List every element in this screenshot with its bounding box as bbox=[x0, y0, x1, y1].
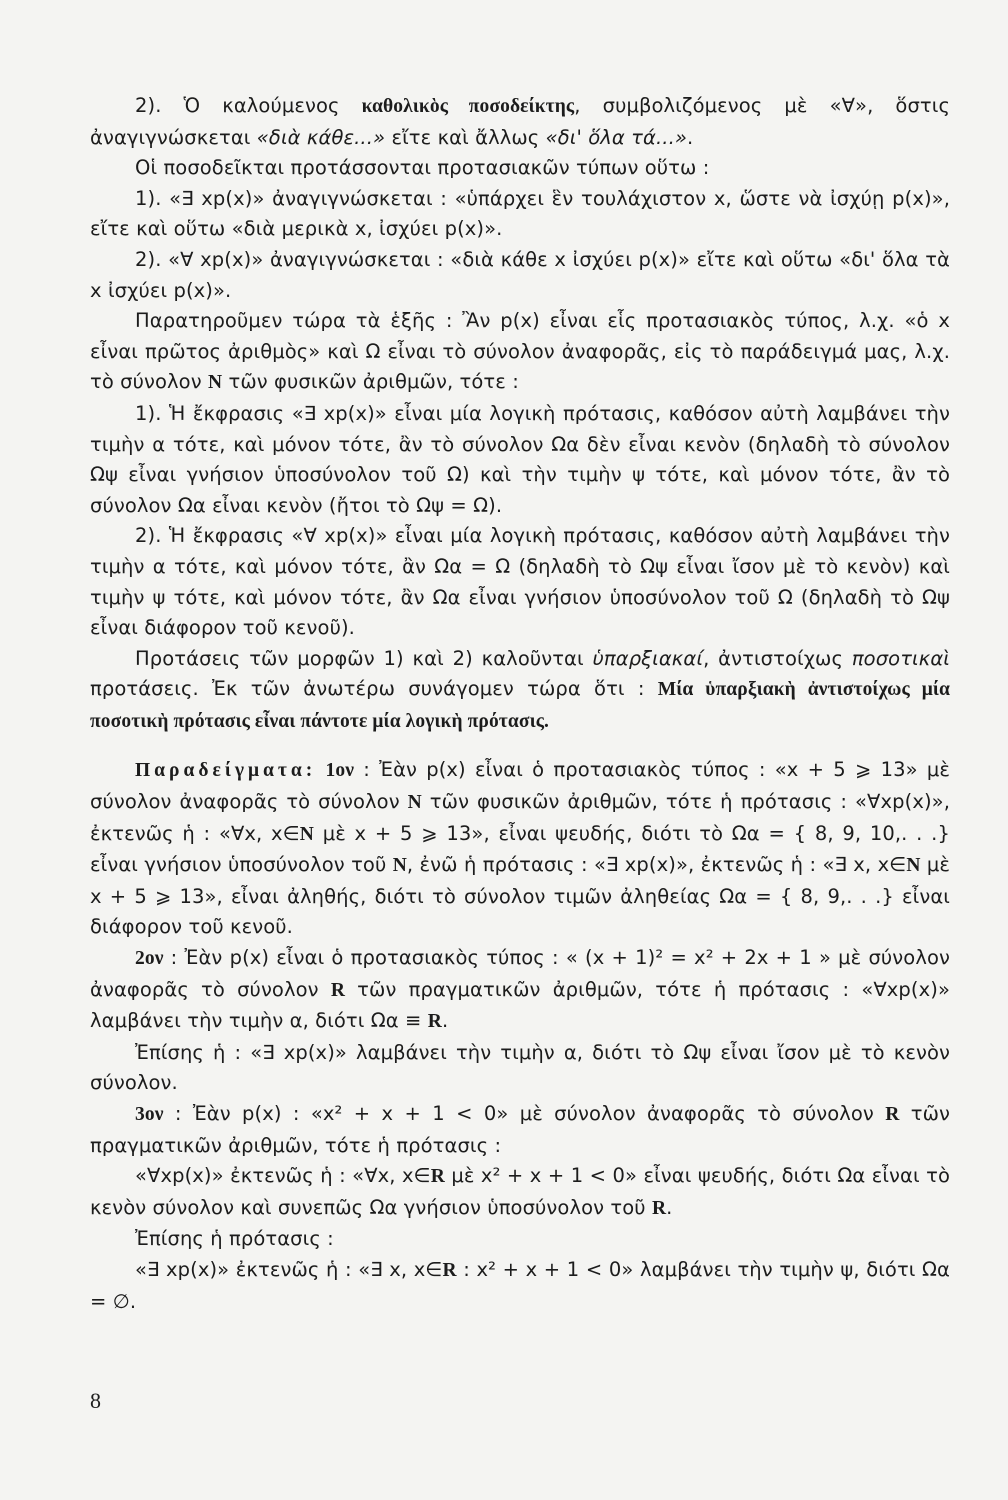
text-run: . bbox=[666, 1195, 673, 1219]
bold-text: N bbox=[906, 855, 921, 877]
paragraph bbox=[90, 245, 950, 306]
paragraph bbox=[90, 306, 950, 399]
bold-text: καθολικὸς ποσοδείκτης bbox=[361, 96, 575, 117]
paragraph bbox=[90, 1038, 950, 1099]
text-run: Οἱ ποσοδεῖκται προτάσσονται προτασιακῶν τύπων οὕτω : bbox=[135, 156, 710, 180]
paragraph bbox=[90, 1099, 950, 1161]
body-text bbox=[90, 91, 950, 1317]
text-run: , ἐνῶ ἡ πρότασις : «∃ xp(x)», ἐκτενῶς ἡ : «∃ x, x∈ bbox=[406, 853, 907, 877]
text-run: «∀xp(x)» ἐκτενῶς ἡ : «∀x, x∈ bbox=[135, 1164, 431, 1188]
bold-text: R bbox=[430, 1166, 445, 1188]
paragraph-gap bbox=[90, 737, 950, 755]
text-run: τῶν πραγματικῶν ἀριθμῶν, τότε ἡ πρότασις : bbox=[90, 1102, 951, 1157]
text-run: : Ἐὰν p(x) εἶναι ὁ προτασιακὸς τύπος : «x + 5 ⩾ 13» μὲ σύνολον ἀναφορᾶς τὸ σύνολον bbox=[90, 758, 950, 814]
bold-text: N bbox=[407, 792, 422, 814]
bold-text: R bbox=[427, 1011, 442, 1033]
text-run: , ἀντιστοίχως bbox=[703, 646, 852, 670]
bold-text: R bbox=[885, 1104, 900, 1125]
bold-text: R bbox=[442, 1259, 457, 1281]
text-run: μὲ x² + x + 1 < 0» εἶναι ψευδής, διότι Ωα εἶναι τὸ κενὸν σύνολον καὶ συνεπῶς Ωα γνήσιον ὑποσύνολον τοῦ bbox=[90, 1164, 951, 1219]
text-run: 2). Ὁ καλούμενος bbox=[135, 94, 362, 117]
text-run: : Ἐὰν p(x) : «x² + x + 1 < 0» μὲ σύνολον ἀναφορᾶς τὸ σύνολον bbox=[163, 1102, 886, 1125]
bold-text: 2ον bbox=[135, 948, 164, 970]
text-run: τῶν φυσικῶν ἀριθμῶν, τότε : bbox=[222, 370, 519, 394]
text-run: 2). Ἡ ἔκφρασις «∀ xp(x)» εἶναι μία λογικὴ πρότασις, καθόσον αὐτὴ λαμβάνει τὴν τιμὴν α τότε, καὶ μόνον τότε, ἂν Ωα = Ω (δηλαδὴ τὸ Ωψ εἶναι ἴσον μὲ τὸ κενὸν) καὶ τιμὴν ψ τότε, καὶ μόνον τότε, ἂν Ωα εἶναι γνήσιον ὑποσύνολον τοῦ Ω (δηλαδὴ τὸ Ωψ εἶναι διάφορον τοῦ κενοῦ). bbox=[90, 524, 950, 640]
text-run: : Ἐὰν p(x) εἶναι ὁ προτασιακὸς τύπος : « (x + 1)² = x² + 2x + 1 » μὲ σύνολον ἀναφορᾶς τὸ σύνολον bbox=[90, 946, 950, 1001]
bold-text: N bbox=[299, 823, 314, 845]
bold-text: 3ον bbox=[135, 1104, 164, 1125]
paragraph bbox=[90, 399, 950, 521]
text-run bbox=[316, 758, 325, 781]
text-run: τῶν φυσικῶν ἀριθμῶν, τότε ἡ πρότασις : «∀xp(x)», ἐκτενῶς ἡ : «∀x, x∈ bbox=[90, 790, 950, 845]
page-number: 8 bbox=[90, 1388, 101, 1413]
italic-text: «διὰ κάθε...» bbox=[256, 125, 386, 149]
paragraph bbox=[90, 91, 950, 153]
text-run: Παρατηροῦμεν τώρα τὰ ἑξῆς : Ἂν p(x) εἶναι εἷς προτασιακὸς τύπος, λ.χ. «ὁ x εἶναι πρῶτος ἀριθμὸς» καὶ Ω εἶναι τὸ σύνολον ἀναφορᾶς, εἰς τὸ παράδειγμά μας, λ.χ. τὸ σύνολον bbox=[90, 309, 950, 394]
paragraph bbox=[90, 644, 950, 738]
paragraph bbox=[90, 1161, 950, 1224]
paragraph bbox=[90, 1224, 950, 1255]
text-run: μὲ x + 5 ⩾ 13», εἶναι ἀληθής, διότι τὸ σύνολον τιμῶν ἀληθείας Ωα = { 8, 9,. . .} εἶναι διάφορον τοῦ κενοῦ. bbox=[90, 853, 950, 939]
text-run: τῶν πραγματικῶν ἀριθμῶν, τότε ἡ πρότασις : «∀xp(x)» λαμβάνει τὴν τιμὴν α, διότι Ωα ≡ bbox=[90, 977, 950, 1033]
text-run: εἴτε καὶ ἄλλως bbox=[385, 125, 546, 149]
text-run: 2). «∀ xp(x)» ἀναγιγνώσκεται : «διὰ κάθε x ἰσχύει p(x)» εἴτε καὶ οὕτω «δι' ὅλα τὰ x ἰσχύει p(x)». bbox=[90, 247, 950, 302]
bold-text: N bbox=[392, 855, 407, 877]
text-run: , συμβολιζόμενος μὲ «∀», ὅστις ἀναγιγνώσκεται bbox=[90, 94, 950, 149]
text-run: Ἐπίσης ἡ : «∃ xp(x)» λαμβάνει τὴν τιμὴν α, διότι τὸ Ωψ εἶναι ἴσον μὲ τὸ κενὸν σύνολον. bbox=[90, 1040, 950, 1095]
text-run: «∃ xp(x)» ἐκτενῶς ἡ : «∃ x, x∈ bbox=[135, 1257, 443, 1281]
paragraph bbox=[90, 1255, 950, 1317]
italic-text: «δι' ὅλα τά...» bbox=[545, 125, 688, 149]
bold-text: N bbox=[208, 372, 223, 394]
paragraph bbox=[90, 184, 950, 245]
text-run: Προτάσεις τῶν μορφῶν 1) καὶ 2) καλοῦνται bbox=[135, 646, 593, 670]
text-run: . bbox=[687, 125, 694, 149]
bold-text: 1ον bbox=[325, 760, 355, 782]
italic-text: ὑπαρξιακαί bbox=[592, 646, 704, 670]
paragraph bbox=[90, 521, 950, 643]
italic-text: ποσοτικαὶ bbox=[851, 646, 950, 670]
bold-text: Μία ὑπαρξιακὴ ἀντιστοίχως μία ποσοτικὴ πρότασις εἶναι πάντοτε μία λογικὴ πρότασις. bbox=[90, 679, 950, 732]
text-run: 1). Ἡ ἔκφρασις «∃ xp(x)» εἶναι μία λογικὴ πρότασις, καθόσον αὐτὴ λαμβάνει τὴν τιμὴν α τότε, καὶ μόνον τότε, ἂν τὸ σύνολον Ωα δὲν εἶναι κενὸν (δηλαδὴ τὸ σύνολον Ωψ εἶναι γνήσιον ὑποσύνολον τοῦ Ω) καὶ τὴν τιμὴν ψ τότε, καὶ μόνον τότε, ἂν τὸ σύνολον Ωα εἶναι κενὸν (ἤτοι τὸ Ωψ = Ω). bbox=[90, 401, 950, 517]
paragraph bbox=[90, 153, 950, 184]
text-run: Ἐπίσης ἡ πρότασις : bbox=[135, 1227, 334, 1251]
bold-text: R bbox=[330, 979, 345, 1001]
text-run: 1). «∃ xp(x)» ἀναγιγνώσκεται : «ὑπάρχει ἓν τουλάχιστον x, ὥστε νὰ ἰσχύῃ p(x)», εἴτε καὶ οὕτω «διὰ μερικὰ x, ἰσχύει p(x)». bbox=[90, 186, 950, 241]
section-heading: Παραδείγματα: bbox=[135, 760, 317, 782]
text-run: μὲ x + 5 ⩾ 13», εἶναι ψευδής, διότι τὸ Ωα = { 8, 9, 10,. . .} εἶναι γνήσιον ὑποσύνολον τοῦ bbox=[90, 821, 950, 877]
text-run: . bbox=[441, 1009, 449, 1033]
paragraph bbox=[90, 943, 950, 1038]
text-run: προτάσεις. Ἐκ τῶν ἀνωτέρω συνάγομεν τώρα ὅτι : bbox=[90, 677, 658, 701]
text-run: : x² + x + 1 < 0» λαμβάνει τὴν τιμὴν ψ, διότι Ωα = ∅. bbox=[90, 1257, 951, 1313]
paragraph bbox=[90, 755, 950, 943]
bold-text: R bbox=[651, 1197, 667, 1219]
